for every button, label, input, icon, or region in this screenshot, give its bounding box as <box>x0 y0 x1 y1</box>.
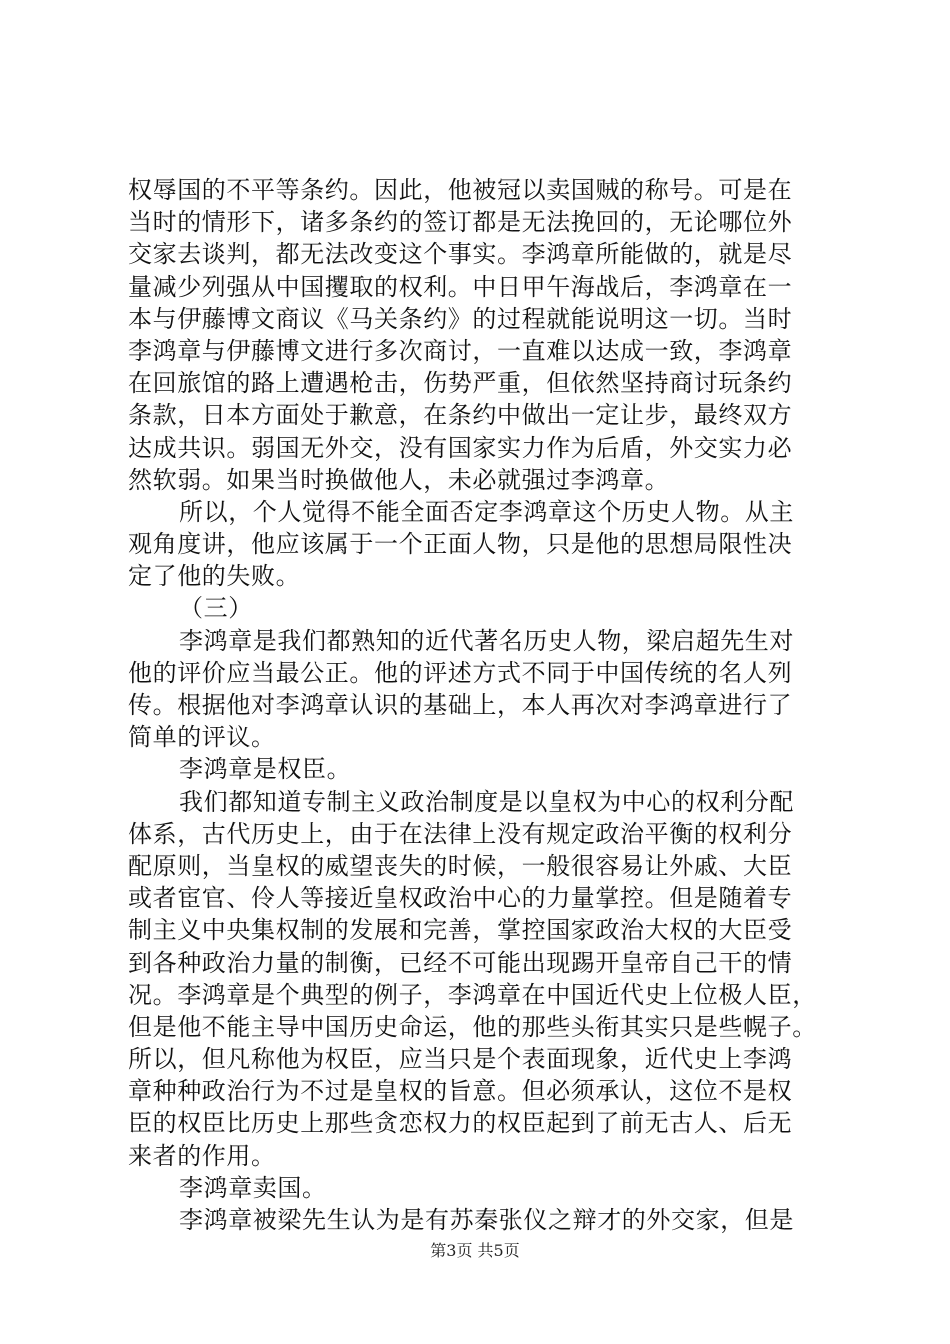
text-line: 权辱国的不平等条约。因此，他被冠以卖国贼的称号。可是在 <box>128 176 793 204</box>
text-line: 章种种政治行为不过是皇权的旨意。但必须承认，这位不是权 <box>128 1077 793 1106</box>
text-line: 交家去谈判，都无法改变这个事实。李鸿章所能做的，就是尽 <box>128 240 793 269</box>
text-line: 定了他的失败。 <box>128 562 301 591</box>
text-line: 本与伊藤博文商议《马关条约》的过程就能说明这一切。当时 <box>128 304 793 333</box>
text-line: 臣的权臣比历史上那些贪恋权力的权臣起到了前无古人、后无 <box>128 1109 793 1138</box>
text-line: 制主义中央集权制的发展和完善，掌控国家政治大权的大臣受 <box>128 916 793 945</box>
text-line: 李鸿章卖国。 <box>179 1173 327 1202</box>
text-line: 到各种政治力量的制衡，已经不可能出现踢开皇帝自己干的情 <box>128 948 793 977</box>
text-line: 量减少列强从中国攫取的权利。中日甲午海战后，李鸿章在一 <box>128 272 793 301</box>
text-line: 观角度讲，他应该属于一个正面人物，只是他的思想局限性决 <box>128 530 793 559</box>
text-line: 体系，古代历史上，由于在法律上没有规定政治平衡的权利分 <box>128 819 793 848</box>
page-footer: 第3页 共5页 <box>430 1241 520 1260</box>
text-line: 我们都知道专制主义政治制度是以皇权为中心的权利分配 <box>179 787 794 816</box>
text-line: 李鸿章被梁先生认为是有苏秦张仪之辩才的外交家，但是 <box>179 1206 794 1234</box>
text-line: 达成共识。弱国无外交，没有国家实力作为后盾，外交实力必 <box>128 433 793 462</box>
text-line: 来者的作用。 <box>128 1141 276 1170</box>
text-line: 在回旅馆的路上遭遇枪击，伤势严重，但依然坚持商讨玩条约 <box>128 369 793 398</box>
text-line: （三） <box>179 594 253 623</box>
text-line: 他的评价应当最公正。他的评述方式不同于中国传统的名人列 <box>128 658 793 687</box>
text-line: 条款，日本方面处于歉意，在条约中做出一定让步，最终双方 <box>128 401 793 430</box>
text-line: 当时的情形下，诸多条约的签订都是无法挽回的，无论哪位外 <box>128 208 793 237</box>
text-line: 所以，但凡称他为权臣，应当只是个表面现象，近代史上李鸿 <box>128 1045 793 1074</box>
text-line: 配原则，当皇权的威望丧失的时候，一般很容易让外戚、大臣 <box>128 851 793 880</box>
text-line: 简单的评议。 <box>128 723 276 752</box>
document-body <box>128 174 838 1236</box>
text-line: 然软弱。如果当时换做他人，未必就强过李鸿章。 <box>128 465 670 494</box>
text-line: 但是他不能主导中国历史命运，他的那些头衔其实只是些幌子。 <box>128 1012 817 1041</box>
text-line: 况。李鸿章是个典型的例子，李鸿章在中国近代史上位极人臣， <box>128 980 817 1009</box>
text-line: 李鸿章与伊藤博文进行多次商讨，一直难以达成一致，李鸿章 <box>128 336 793 365</box>
text-line: 所以，个人觉得不能全面否定李鸿章这个历史人物。从主 <box>179 497 794 526</box>
text-line: 李鸿章是权臣。 <box>179 755 352 784</box>
text-line: 李鸿章是我们都熟知的近代著名历史人物，梁启超先生对 <box>179 626 794 655</box>
text-line: 或者宦官、伶人等接近皇权政治中心的力量掌控。但是随着专 <box>128 884 793 913</box>
text-line: 传。根据他对李鸿章认识的基础上，本人再次对李鸿章进行了 <box>128 691 793 719</box>
